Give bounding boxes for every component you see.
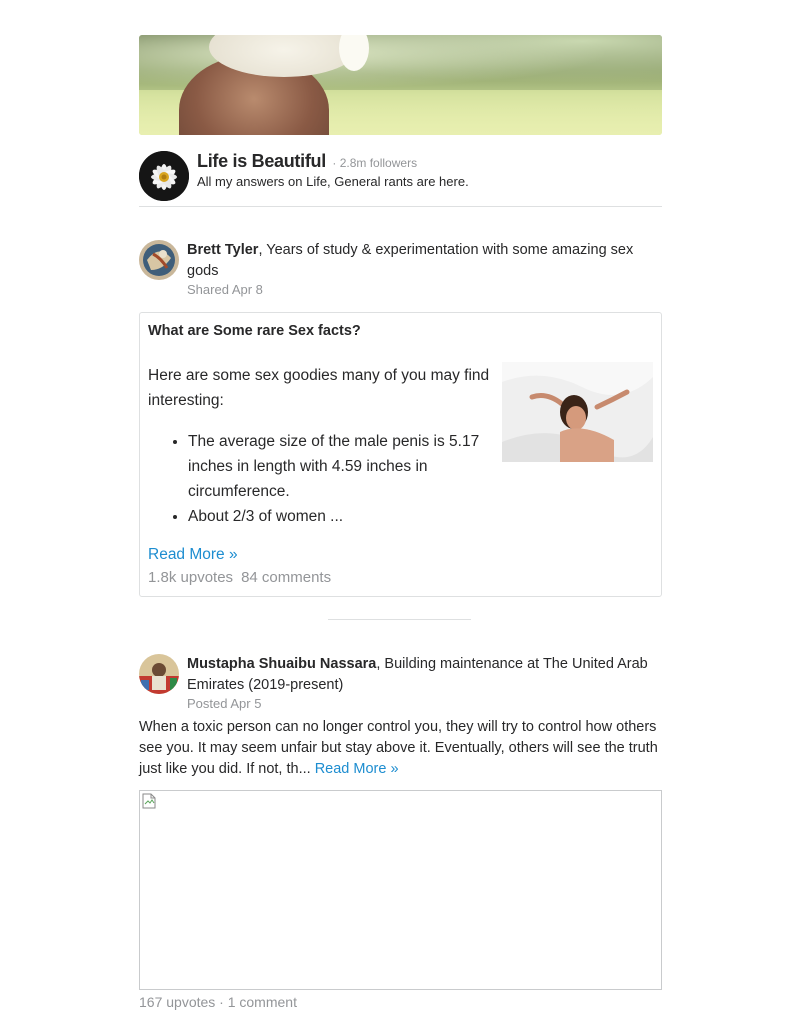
- post-body-excerpt: When a toxic person can no longer control you, they will try to control how others see you. It may seem unfair but stay above it. Eventually, others will see the truth just like you did. If not, th...: [139, 719, 658, 777]
- fact-list: [148, 429, 493, 529]
- shared-answer-card[interactable]: [139, 312, 662, 597]
- author-name[interactable]: Brett Tyler: [187, 242, 259, 258]
- post-divider: [328, 619, 471, 620]
- post-meta-date[interactable]: Posted Apr 5: [187, 696, 262, 711]
- comments-count[interactable]: 84 comments: [241, 569, 332, 586]
- author-credential: , Years of study & experimentation with some amazing sex gods: [187, 242, 634, 279]
- author-avatar[interactable]: [139, 654, 179, 694]
- answer-intro: Here are some sex goodies many of you may find interesting:: [148, 367, 490, 409]
- space-avatar[interactable]: [139, 151, 189, 201]
- space-banner-image: [139, 35, 662, 135]
- daisy-flower-icon: [139, 151, 189, 201]
- space-title[interactable]: Life is Beautiful: [197, 151, 326, 171]
- question-title[interactable]: What are Some rare Sex facts?: [148, 323, 361, 339]
- author-name[interactable]: Mustapha Shuaibu Nassara: [187, 656, 377, 672]
- list-item: • The average size of the male penis is 5.17 inches in length with 4.59 inches in circumference.: [188, 429, 493, 504]
- answer-excerpt: [148, 363, 493, 529]
- post-stats: 167 upvotes · 1 comment: [139, 994, 297, 1010]
- post-meta-date[interactable]: Shared Apr 8: [187, 282, 263, 297]
- broken-image-icon: [142, 793, 156, 809]
- list-item: • About 2/3 of women ...: [188, 504, 493, 529]
- space-header: [139, 151, 662, 207]
- author-credential: , Building maintenance at The United Arab Emirates (2019-present): [187, 656, 648, 693]
- read-more-link[interactable]: Read More »: [148, 546, 238, 563]
- read-more-link[interactable]: Read More »: [314, 761, 399, 777]
- answer-stats: [148, 569, 331, 586]
- post-image[interactable]: [139, 790, 662, 990]
- space-followers-count: · 2.8m followers: [332, 156, 418, 170]
- space-description: All my answers on Life, General rants are here.: [197, 174, 469, 189]
- post-body-text: [139, 717, 662, 780]
- author-avatar[interactable]: [139, 240, 179, 280]
- answer-thumbnail-image[interactable]: [502, 362, 653, 462]
- upvotes-count[interactable]: 1.8k upvotes: [148, 569, 234, 586]
